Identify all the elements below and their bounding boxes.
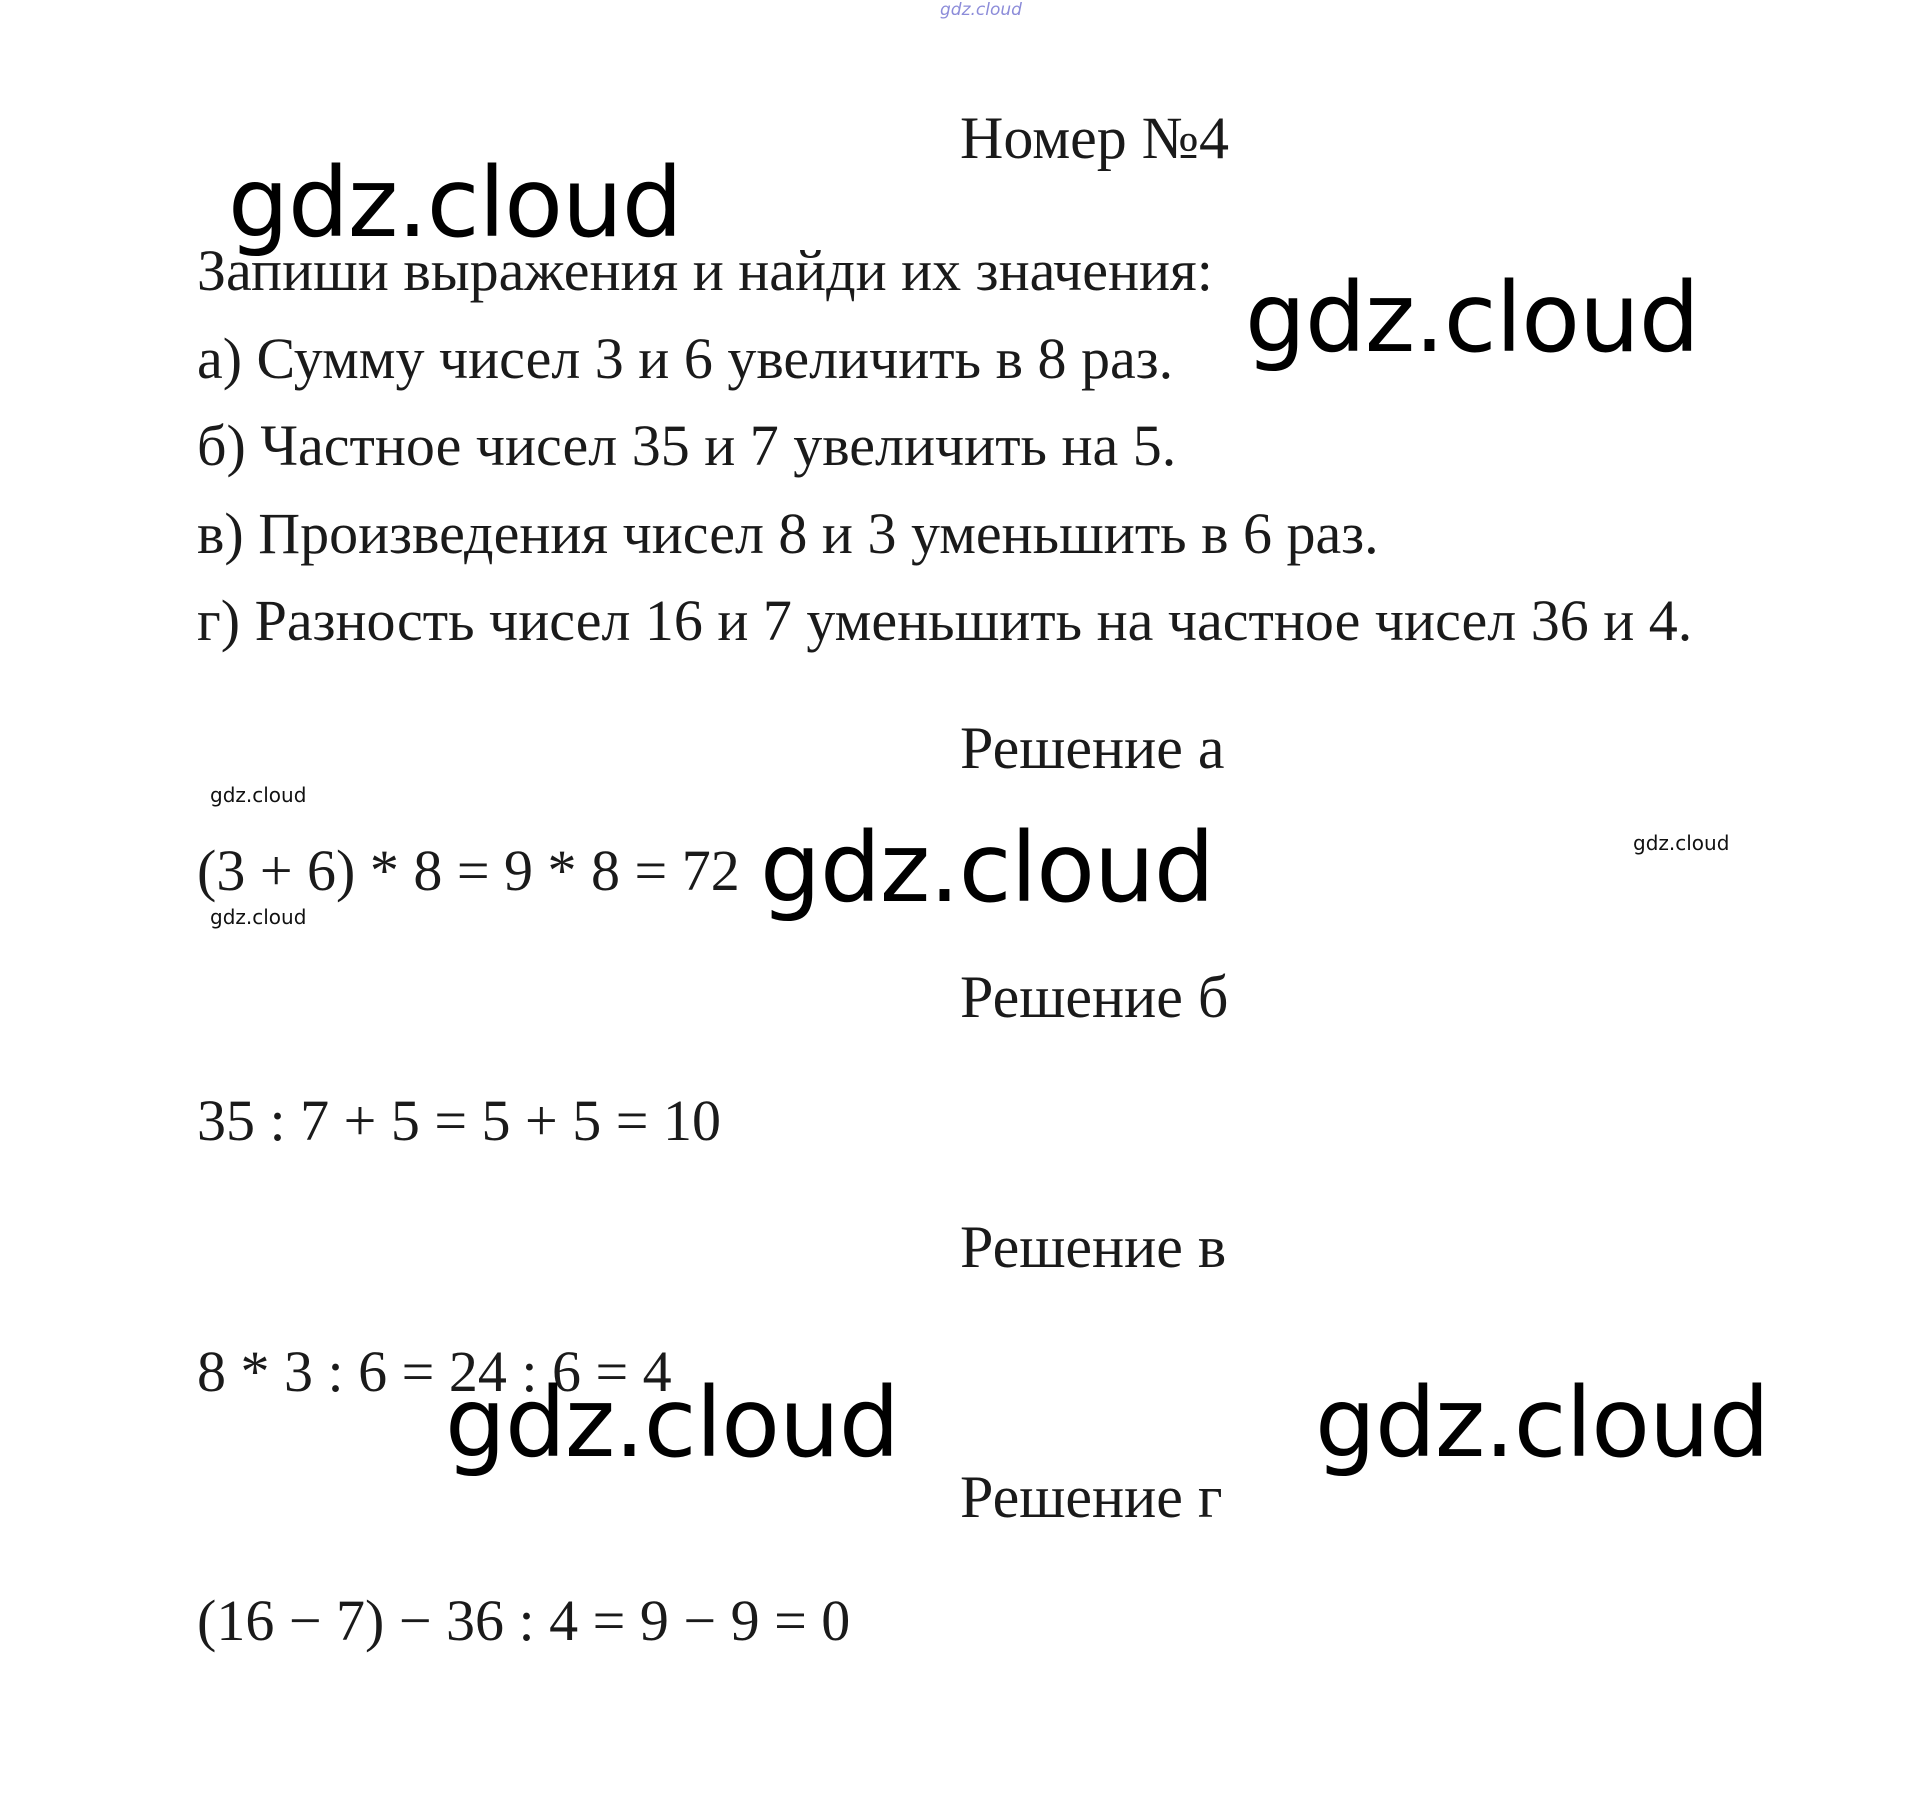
solution-a-expression: (3 + 6) * 8 = 9 * 8 = 72	[197, 838, 740, 903]
task-c: в) Произведения чисел 8 и 3 уменьшить в 6 раз.	[197, 501, 1379, 566]
solution-d-expression: (16 − 7) − 36 : 4 = 9 − 9 = 0	[197, 1588, 851, 1653]
watermark-small: gdz.cloud	[210, 783, 307, 807]
page-title: Номер №4	[960, 105, 1230, 171]
watermark-small: gdz.cloud	[1633, 831, 1730, 855]
solution-c-heading: Решение в	[960, 1214, 1227, 1280]
watermark-large: gdz.cloud	[1315, 1367, 1769, 1479]
task-a: а) Сумму чисел 3 и 6 увеличить в 8 раз.	[197, 326, 1174, 391]
solution-a-heading: Решение а	[960, 715, 1225, 781]
solution-b-heading: Решение б	[960, 964, 1229, 1030]
watermark-large: gdz.cloud	[760, 812, 1214, 924]
solution-b-expression: 35 : 7 + 5 = 5 + 5 = 10	[197, 1088, 721, 1153]
watermark-large: gdz.cloud	[1245, 262, 1699, 374]
watermark-small: gdz.cloud	[210, 905, 307, 929]
watermark-large: gdz.cloud	[228, 147, 682, 259]
solution-c-expression: 8 * 3 : 6 = 24 : 6 = 4	[197, 1339, 672, 1404]
instruction-text: Запиши выражения и найди их значения:	[197, 238, 1213, 303]
task-d: г) Разность чисел 16 и 7 уменьшить на частное чисел 36 и 4.	[197, 588, 1693, 653]
watermark-large: gdz.cloud	[445, 1367, 899, 1479]
solution-d-heading: Решение г	[960, 1464, 1223, 1530]
watermark-top: gdz.cloud	[940, 0, 1022, 20]
task-b: б) Частное чисел 35 и 7 увеличить на 5.	[197, 413, 1177, 478]
